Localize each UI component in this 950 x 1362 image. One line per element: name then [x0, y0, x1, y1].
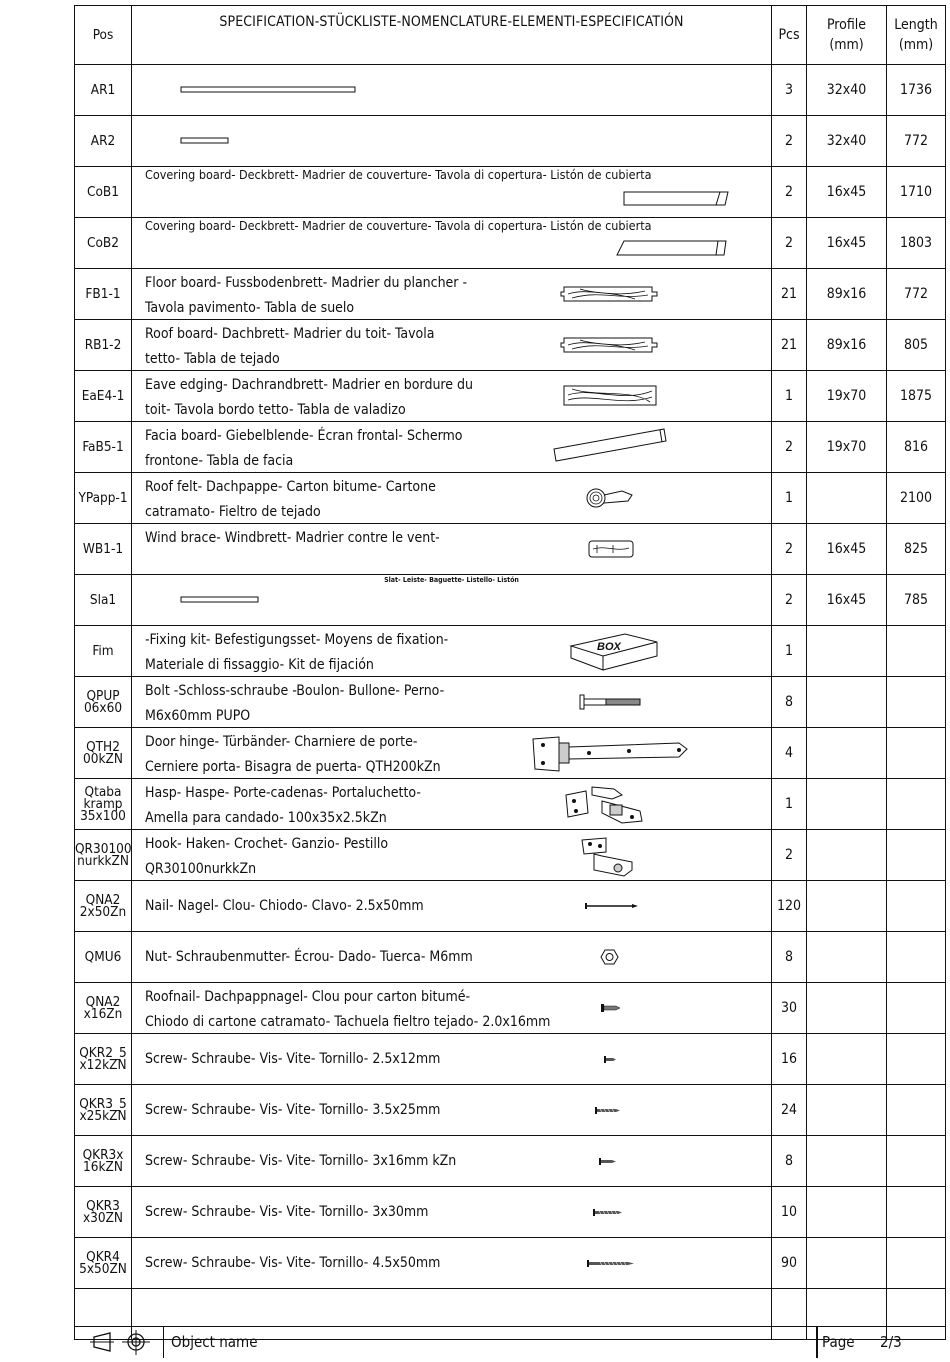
pcs-cell: 8 [772, 932, 807, 983]
profile-cell [807, 932, 887, 983]
description-cell [132, 218, 772, 269]
description-text: Roof board- Dachbrett- Madrier du toit- Tavola tetto- Tabla de tejado [145, 326, 435, 367]
profile-cell: 16x45 [807, 575, 887, 626]
profile-cell [807, 830, 887, 881]
table-row [75, 881, 946, 932]
pcs-cell: 24 [772, 1085, 807, 1136]
length-cell: 805 [887, 320, 946, 371]
length-cell [887, 1136, 946, 1187]
table-row [75, 779, 946, 830]
pos-cell: QPUP 06x60 [75, 677, 132, 728]
profile-cell [807, 626, 887, 677]
pos-cell: QKR3 x30ZN [75, 1187, 132, 1238]
length-cell: 1875 [887, 371, 946, 422]
profile-cell: 32x40 [807, 116, 887, 167]
pcs-cell: 21 [772, 269, 807, 320]
length-cell [887, 728, 946, 779]
table-row [75, 524, 946, 575]
pos-cell: Sla1 [75, 575, 132, 626]
length-cell [887, 1187, 946, 1238]
description-cell [132, 473, 772, 524]
pos-cell: EaE4-1 [75, 371, 132, 422]
pcs-cell: 1 [772, 779, 807, 830]
length-cell: 825 [887, 524, 946, 575]
pcs-cell: 3 [772, 65, 807, 116]
profile-cell [807, 677, 887, 728]
object-name-label: Object name [171, 1333, 258, 1351]
table-row [75, 728, 946, 779]
pos-cell: QKR3_5 x25kZN [75, 1085, 132, 1136]
page-label: Page [822, 1333, 855, 1351]
table-row [75, 1187, 946, 1238]
profile-cell [807, 473, 887, 524]
profile-cell: 19x70 [807, 371, 887, 422]
description-text: Nut- Schraubenmutter- Écrou- Dado- Tuerca- M6mm [145, 949, 473, 965]
pcs-cell: 90 [772, 1238, 807, 1289]
table-row [75, 677, 946, 728]
table-row [75, 1034, 946, 1085]
description-text: Covering board- Deckbrett- Madrier de couverture- Tavola di copertura- Listón de cubierta [145, 218, 652, 233]
header-title: SPECIFICATION-STÜCKLISTE-NOMENCLATURE-ELEMENTI-ESPECIFICATIÓN [132, 6, 772, 65]
description-cell [132, 1238, 772, 1289]
pcs-cell: 2 [772, 116, 807, 167]
pos-cell: AR1 [75, 65, 132, 116]
description-cell [132, 320, 772, 371]
pcs-cell: 1 [772, 371, 807, 422]
description-cell [132, 167, 772, 218]
description-text: Roofnail- Dachpappnagel- Clou pour carton bitumé- Chiodo di cartone catramato- Tachuela fieltro tejado- 2.0x16mm [145, 989, 551, 1030]
length-cell [887, 1238, 946, 1289]
header-row [75, 6, 946, 65]
description-cell [132, 1136, 772, 1187]
pos-cell: RB1-2 [75, 320, 132, 371]
description-cell [132, 626, 772, 677]
specification-table [74, 5, 946, 1340]
length-cell [887, 779, 946, 830]
description-cell [132, 728, 772, 779]
description-text: Nail- Nagel- Clou- Chiodo- Clavo- 2.5x50mm [145, 898, 424, 914]
pcs-cell: 16 [772, 1034, 807, 1085]
description-text: Screw- Schraube- Vis- Vite- Tornillo- 3x16mm kZn [145, 1153, 457, 1169]
table-row [75, 1085, 946, 1136]
profile-cell [807, 728, 887, 779]
pos-cell: QKR4 5x50ZN [75, 1238, 132, 1289]
length-cell: 816 [887, 422, 946, 473]
description-text: Screw- Schraube- Vis- Vite- Tornillo- 4.5x50mm [145, 1255, 441, 1271]
table-row [75, 1136, 946, 1187]
description-cell [132, 1085, 772, 1136]
pcs-cell: 2 [772, 167, 807, 218]
profile-cell: 89x16 [807, 320, 887, 371]
description-cell [132, 269, 772, 320]
pos-cell: QKR2_5 x12kZN [75, 1034, 132, 1085]
description-text: Bolt -Schloss-schraube -Boulon- Bullone- Perno- M6x60mm PUPO [145, 683, 445, 724]
pcs-cell: 2 [772, 218, 807, 269]
page-number: 2/3 [880, 1333, 902, 1351]
pcs-cell: 2 [772, 830, 807, 881]
profile-cell: 16x45 [807, 167, 887, 218]
profile-cell [807, 779, 887, 830]
description-cell [132, 1034, 772, 1085]
pos-cell: QNA2 x16Zn [75, 983, 132, 1034]
table-row [75, 218, 946, 269]
description-cell [132, 677, 772, 728]
pcs-cell: 8 [772, 677, 807, 728]
profile-cell [807, 1238, 887, 1289]
pcs-cell: 1 [772, 473, 807, 524]
pos-cell: FaB5-1 [75, 422, 132, 473]
length-cell: 1736 [887, 65, 946, 116]
table-row [75, 983, 946, 1034]
description-text: Screw- Schraube- Vis- Vite- Tornillo- 3.5x25mm [145, 1102, 441, 1118]
pcs-cell: 120 [772, 881, 807, 932]
pcs-cell: 2 [772, 575, 807, 626]
pcs-cell: 1 [772, 626, 807, 677]
description-text: Door hinge- Türbänder- Charniere de porte- Cerniere porta- Bisagra de puerta- QTH200kZn [145, 734, 441, 775]
svg-text:BOX: BOX [597, 641, 621, 653]
description-text: Hook- Haken- Crochet- Ganzio- Pestillo QR30100nurkkZn [145, 836, 389, 877]
profile-cell: 89x16 [807, 269, 887, 320]
length-cell: 772 [887, 269, 946, 320]
header-length: Length (mm) [887, 6, 946, 65]
length-cell [887, 1034, 946, 1085]
pcs-cell: 8 [772, 1136, 807, 1187]
pcs-cell: 10 [772, 1187, 807, 1238]
length-cell: 1710 [887, 167, 946, 218]
pcs-cell: 21 [772, 320, 807, 371]
description-text: Slat- Leiste- Baguette- Listello- Listón [384, 576, 519, 584]
pos-cell: WB1-1 [75, 524, 132, 575]
table-row [75, 371, 946, 422]
description-text: Floor board- Fussbodenbrett- Madrier du plancher - Tavola pavimento- Tabla de suelo [145, 275, 468, 316]
profile-cell: 16x45 [807, 524, 887, 575]
pos-cell: QNA2 2x50Zn [75, 881, 132, 932]
description-text: Covering board- Deckbrett- Madrier de couverture- Tavola di copertura- Listón de cubierta [145, 167, 652, 182]
footer-bar [74, 1326, 945, 1357]
pos-cell: QKR3x 16kZN [75, 1136, 132, 1187]
table-row [75, 116, 946, 167]
length-cell: 785 [887, 575, 946, 626]
description-cell [132, 65, 772, 116]
table-row [75, 65, 946, 116]
description-cell [132, 575, 772, 626]
pos-cell: QMU6 [75, 932, 132, 983]
pcs-cell: 2 [772, 422, 807, 473]
description-cell [132, 830, 772, 881]
profile-cell: 16x45 [807, 218, 887, 269]
table-row [75, 575, 946, 626]
pos-cell: YPapp-1 [75, 473, 132, 524]
profile-cell [807, 1136, 887, 1187]
pcs-cell: 2 [772, 524, 807, 575]
description-cell [132, 371, 772, 422]
table-row [75, 269, 946, 320]
projection-symbol-icon [74, 1327, 164, 1358]
table-row [75, 422, 946, 473]
description-cell [132, 524, 772, 575]
description-text: -Fixing kit- Befestigungsset- Moyens de fixation- Materiale di fissaggio- Kit de fijación [145, 632, 449, 673]
description-cell [132, 422, 772, 473]
description-text: Hasp- Haspe- Porte-cadenas- Portaluchetto- Amella para candado- 100x35x2.5kZn [145, 785, 421, 826]
table-row [75, 830, 946, 881]
length-cell: 2100 [887, 473, 946, 524]
pos-cell: CoB2 [75, 218, 132, 269]
description-text: Facia board- Giebelblende- Écran frontal- Schermo frontone- Tabla de facia [145, 428, 463, 469]
header-profile: Profile (mm) [807, 6, 887, 65]
length-cell [887, 830, 946, 881]
pos-cell: QTH2 00kZN [75, 728, 132, 779]
length-cell: 1803 [887, 218, 946, 269]
profile-cell [807, 1034, 887, 1085]
profile-cell: 19x70 [807, 422, 887, 473]
description-cell [132, 983, 772, 1034]
profile-cell [807, 983, 887, 1034]
length-cell: 772 [887, 116, 946, 167]
length-cell [887, 677, 946, 728]
header-pcs: Pcs [772, 6, 807, 65]
profile-cell [807, 881, 887, 932]
pcs-cell: 30 [772, 983, 807, 1034]
length-cell [887, 1085, 946, 1136]
description-text: Screw- Schraube- Vis- Vite- Tornillo- 2.5x12mm [145, 1051, 441, 1067]
description-text: Eave edging- Dachrandbrett- Madrier en bordure du toit- Tavola bordo tetto- Tabla de valadizo [145, 377, 474, 418]
pos-cell: QR30100 nurkkZN [75, 830, 132, 881]
description-text: Roof felt- Dachpappe- Carton bitume- Cartone catramato- Fieltro de tejado [145, 479, 436, 520]
table-row [75, 473, 946, 524]
pos-cell: CoB1 [75, 167, 132, 218]
length-cell [887, 881, 946, 932]
length-cell [887, 983, 946, 1034]
table-row [75, 626, 946, 677]
description-cell [132, 779, 772, 830]
description-cell [132, 1187, 772, 1238]
description-cell [132, 116, 772, 167]
pos-cell: FB1-1 [75, 269, 132, 320]
profile-cell: 32x40 [807, 65, 887, 116]
table-row [75, 167, 946, 218]
profile-cell [807, 1085, 887, 1136]
table-row [75, 1238, 946, 1289]
description-text: Screw- Schraube- Vis- Vite- Tornillo- 3x30mm [145, 1204, 429, 1220]
length-cell [887, 932, 946, 983]
profile-cell [807, 1187, 887, 1238]
length-cell [887, 626, 946, 677]
description-cell [132, 881, 772, 932]
table-row [75, 932, 946, 983]
description-cell [132, 932, 772, 983]
description-text: Wind brace- Windbrett- Madrier contre le vent- [145, 530, 440, 546]
pcs-cell: 4 [772, 728, 807, 779]
pos-cell: Qtaba kramp 35x100 [75, 779, 132, 830]
pos-cell: AR2 [75, 116, 132, 167]
pos-cell: Fim [75, 626, 132, 677]
table-row [75, 320, 946, 371]
header-pos: Pos [75, 6, 132, 65]
